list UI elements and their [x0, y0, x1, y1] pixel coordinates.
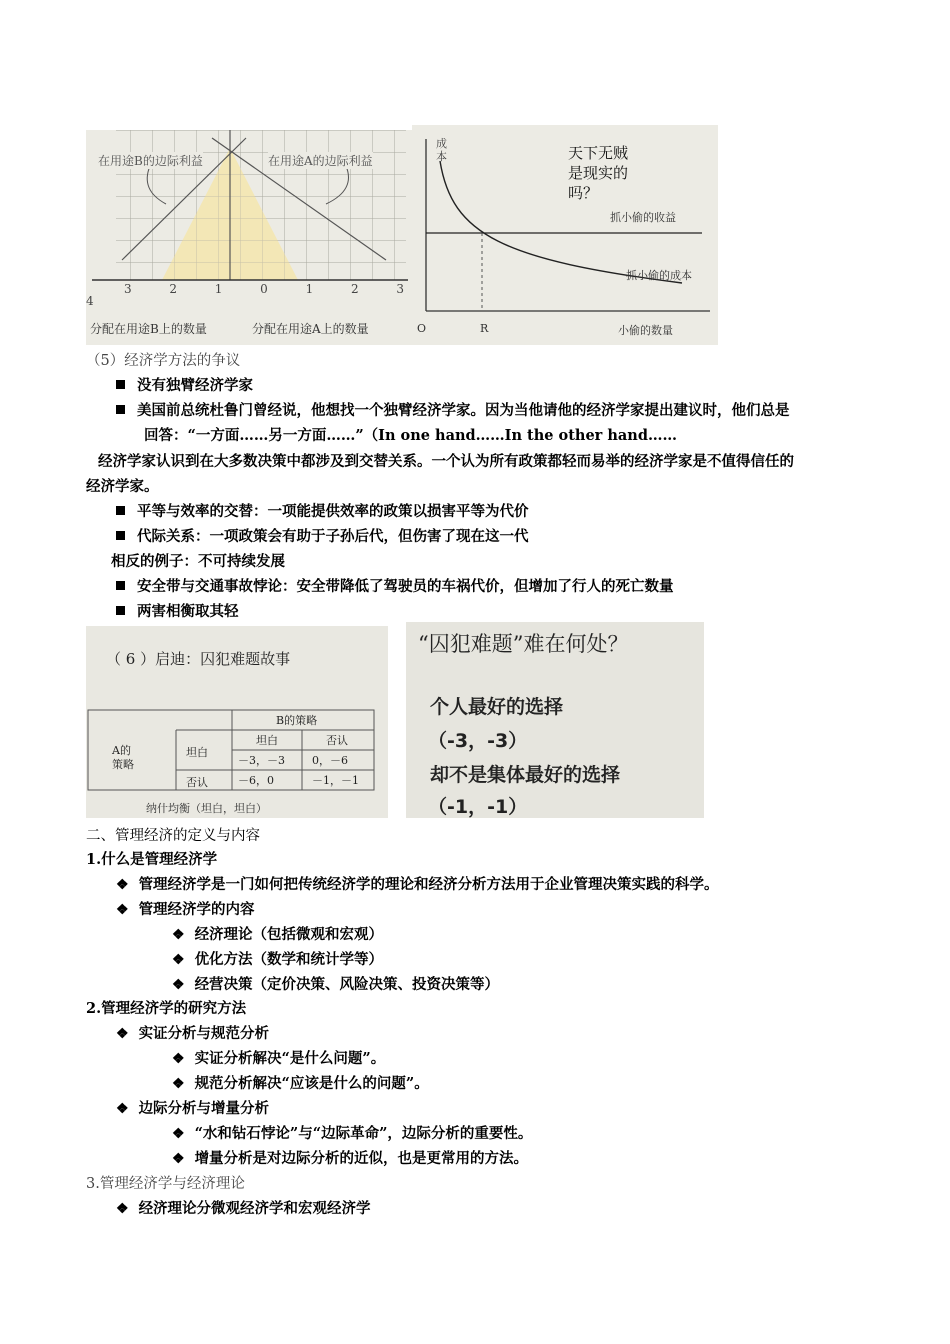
marginal-benefit-figure — [86, 130, 412, 345]
diamond-bullet-icon: ❖ — [172, 1151, 185, 1167]
thief-cost-figure — [412, 125, 718, 345]
tick-label: 0 — [260, 282, 268, 296]
list-item-text: 美国前总统杜鲁门曾经说，他想找一个独臂经济学家。因为当他请他的经济学家提出建议时，他们总是 — [137, 402, 790, 419]
xlabel-a: 分配在用途A上的数量 — [252, 322, 369, 336]
list-item — [172, 925, 383, 945]
x-ticks — [124, 282, 404, 296]
list-item-text: 实证分析解决“是什么问题”。 — [194, 1050, 386, 1067]
dilemma-title: “囚犯难题”难在何处？ — [418, 632, 629, 656]
list-item — [116, 1099, 269, 1119]
list-item-text: 管理经济学的内容 — [138, 901, 255, 918]
tick-label: 3 — [124, 282, 132, 296]
list-item-text: 没有独臂经济学家 — [137, 377, 253, 394]
payoff-grid — [86, 626, 388, 818]
diamond-bullet-icon: ❖ — [116, 877, 129, 893]
diamond-bullet-icon: ❖ — [116, 1201, 129, 1217]
prisoner-table-figure — [86, 626, 388, 818]
list-item — [172, 1149, 528, 1169]
list-item — [116, 376, 253, 396]
list-item — [116, 900, 255, 920]
list-item-text: 经营决策（定价决策、风险决策、投资决策等） — [194, 976, 500, 993]
list-item — [116, 1024, 269, 1044]
square-bullet-icon — [116, 380, 125, 389]
header-deny: 否认 — [326, 734, 348, 747]
section-heading: 二、管理经济的定义与内容 — [86, 828, 260, 844]
square-bullet-icon — [116, 506, 125, 515]
list-item — [116, 502, 529, 522]
question-line: 天下无贼 — [568, 144, 629, 162]
list-item — [116, 602, 239, 622]
dilemma-line: 却不是集体最好的选择 — [430, 764, 621, 786]
question-text — [568, 143, 628, 203]
prisoner-title: （ 6 ）启迪：囚犯难题故事 — [106, 650, 291, 668]
header-confess: 坦白 — [256, 734, 278, 747]
subsection-heading: 3.管理经济学与经济理论 — [86, 1176, 245, 1192]
list-item — [116, 401, 790, 421]
question-line: 是现实的 — [568, 164, 629, 182]
b-strategy-label: B的策略 — [276, 714, 318, 727]
subsection-heading: 2.管理经济学的研究方法 — [86, 1000, 247, 1017]
question-line: 吗？ — [568, 184, 599, 202]
tick-label: 2 — [169, 282, 178, 296]
payoff-cell: －6，0 — [238, 774, 274, 787]
cost-label: 抓小偷的成本 — [626, 269, 692, 282]
paragraph: 相反的例子：不可持续发展 — [111, 553, 285, 570]
list-item-text: 平等与效率的交替：一项能提供效率的政策以损害平等为代价 — [137, 503, 529, 520]
dilemma-figure — [406, 622, 704, 818]
payoff-cell: －3，－3 — [238, 754, 285, 767]
paragraph: 经济学家。 — [86, 478, 159, 495]
payoff-cell: －1，－1 — [312, 774, 359, 787]
diamond-bullet-icon: ❖ — [172, 1076, 185, 1092]
list-item-text: 优化方法（数学和统计学等） — [194, 951, 384, 968]
label-a-benefit: 在用途A的边际利益 — [268, 154, 373, 168]
list-item-text: 经济理论（包括微观和宏观） — [194, 926, 384, 943]
payoff-cell: 0，－6 — [312, 754, 348, 767]
diamond-bullet-icon: ❖ — [172, 952, 185, 968]
square-bullet-icon — [116, 531, 125, 540]
list-item-continued: 回答：“一方面……另一方面……”（In one hand……In the other hand…… — [144, 427, 677, 444]
list-item — [172, 1124, 532, 1144]
list-item-text: 增量分析是对边际分析的近似，也是更常用的方法。 — [194, 1150, 529, 1167]
nash-equilibrium-note: 纳什均衡（坦白，坦白） — [146, 802, 267, 815]
list-item — [116, 577, 674, 597]
list-item-text: 安全带与交通事故悖论：安全带降低了驾驶员的车祸代价，但增加了行人的死亡数量 — [137, 578, 674, 595]
list-item-text: 经济理论分微观经济学和宏观经济学 — [138, 1200, 371, 1217]
ylabel-cost: 成本 — [436, 137, 447, 163]
benefit-label: 抓小偷的收益 — [610, 211, 676, 224]
list-item-text: “水和钻石悖论”与“边际革命”，边际分析的重要性。 — [194, 1125, 533, 1142]
diamond-bullet-icon: ❖ — [116, 1101, 129, 1117]
row-deny: 否认 — [186, 776, 208, 789]
dilemma-line: （-1，-1） — [428, 796, 528, 818]
tick-label: 2 — [350, 282, 359, 296]
list-item-text: 边际分析与增量分析 — [138, 1100, 270, 1117]
label-b-benefit: 在用途B的边际利益 — [98, 154, 203, 168]
dilemma-line: 个人最好的选择 — [430, 696, 564, 718]
diamond-bullet-icon: ❖ — [172, 927, 185, 943]
list-item — [116, 527, 529, 547]
diamond-bullet-icon: ❖ — [116, 902, 129, 918]
list-item — [172, 975, 499, 995]
list-item — [172, 1074, 429, 1094]
diamond-bullet-icon: ❖ — [172, 977, 185, 993]
list-item-text: 管理经济学是一门如何把传统经济学的理论和经济分析方法用于企业管理决策实践的科学。 — [138, 876, 719, 893]
list-item — [116, 875, 719, 895]
list-item — [172, 950, 383, 970]
diamond-bullet-icon: ❖ — [172, 1051, 185, 1067]
list-item-text: 规范分析解决“应该是什么的问题”。 — [194, 1075, 429, 1092]
xlabel-b: 分配在用途B上的数量 — [90, 322, 207, 336]
subsection-heading: 1.什么是管理经济学 — [86, 851, 218, 868]
r-label: R — [480, 322, 489, 335]
corner-tick: 4 — [86, 294, 94, 308]
thief-cost-chart — [412, 125, 718, 345]
tick-label: 3 — [396, 282, 404, 296]
list-item — [172, 1049, 385, 1069]
section-5-heading: （5）经济学方法的争议 — [86, 353, 241, 369]
diamond-bullet-icon: ❖ — [172, 1126, 185, 1142]
list-item-text: 代际关系：一项政策会有助于子孙后代，但伤害了现在这一代 — [137, 528, 529, 545]
square-bullet-icon — [116, 581, 125, 590]
paragraph: 经济学家认识到在大多数决策中都涉及到交替关系。一个认为所有政策都轻而易举的经济学家是不值得信任的 — [98, 453, 794, 470]
row-confess: 坦白 — [186, 746, 208, 759]
origin-label: O — [417, 322, 427, 335]
tick-label: 1 — [305, 282, 314, 296]
list-item — [116, 1199, 371, 1219]
tick-label: 1 — [214, 282, 223, 296]
a-strategy-label: A的策略 — [112, 744, 134, 771]
xlabel-thieves: 小偷的数量 — [618, 324, 673, 337]
dilemma-line: （-3，-3） — [428, 730, 528, 752]
list-item-text: 实证分析与规范分析 — [138, 1025, 270, 1042]
list-item-text: 两害相衡取其轻 — [137, 603, 239, 620]
diamond-bullet-icon: ❖ — [116, 1026, 129, 1042]
square-bullet-icon — [116, 405, 125, 414]
square-bullet-icon — [116, 606, 125, 615]
